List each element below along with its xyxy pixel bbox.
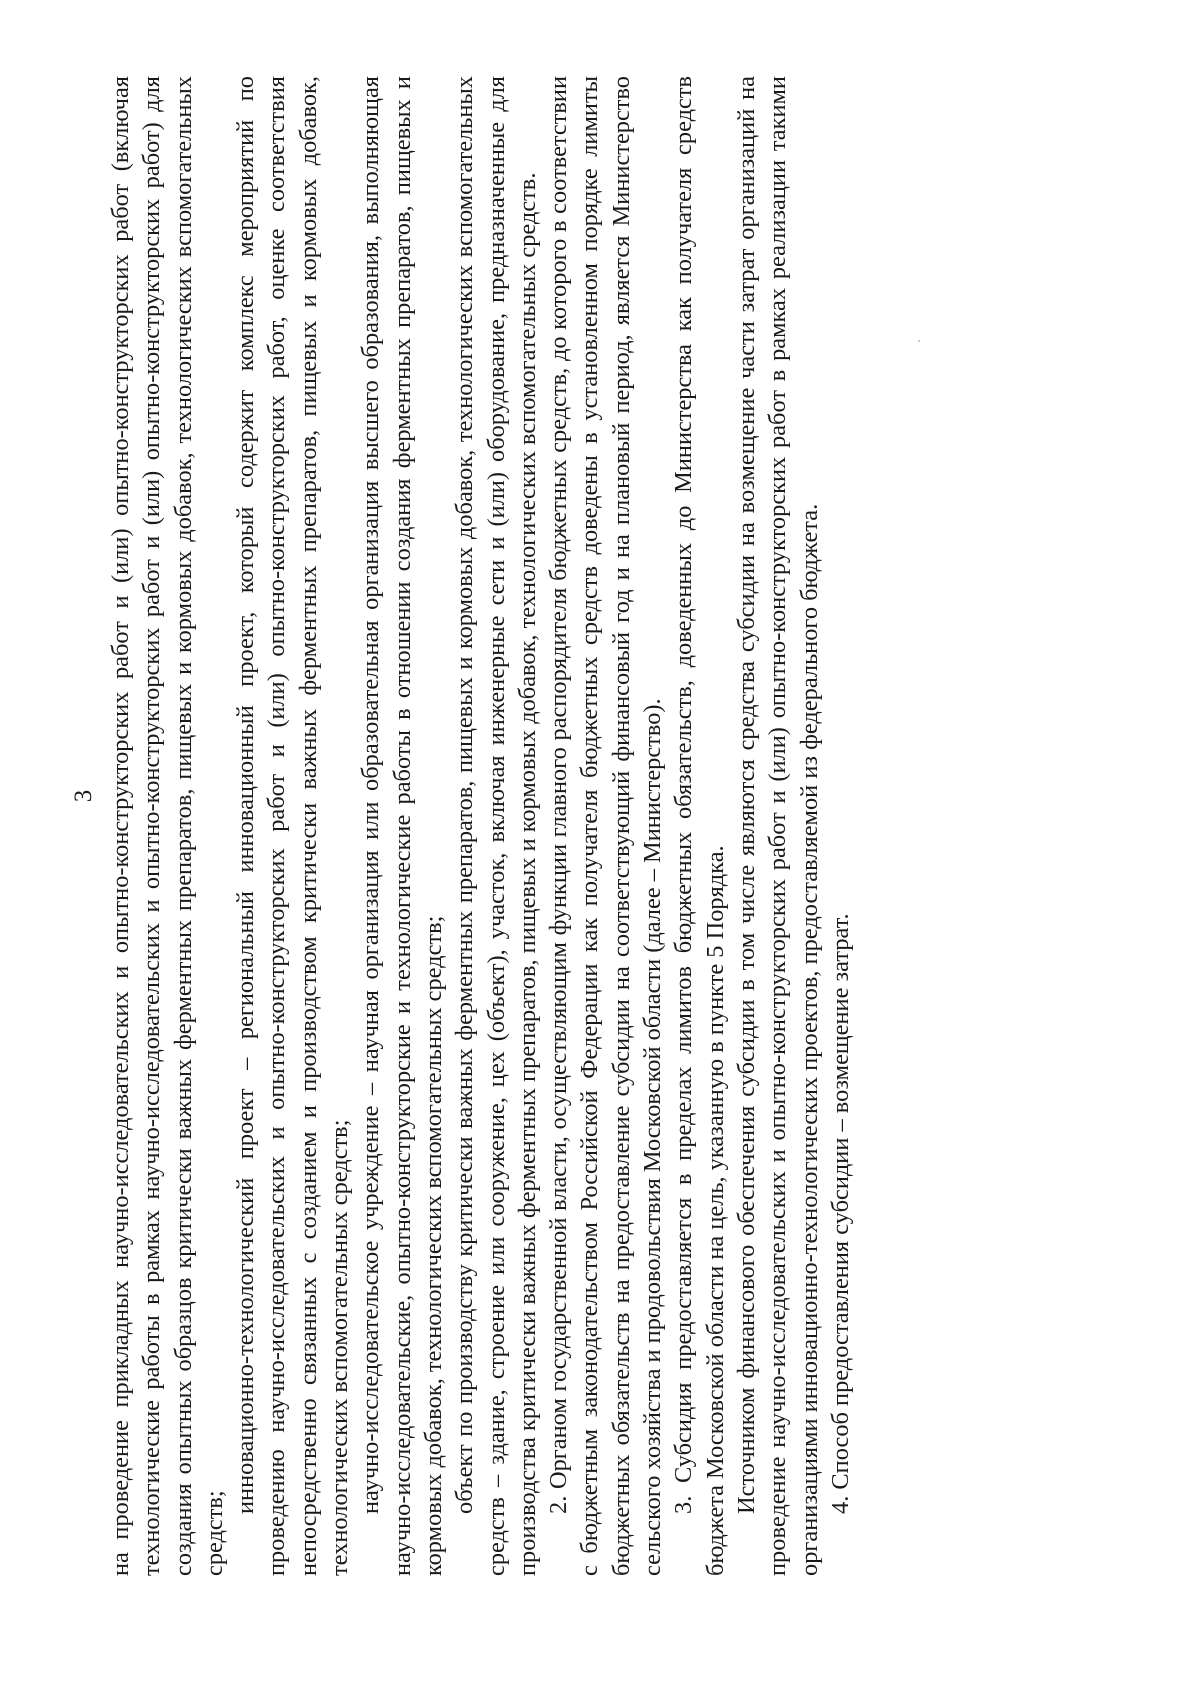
paragraph-definition-rd-works: на проведение прикладных научно-исследовательских и опытно-конструкторских работ и (или) опытно-конструкторских работ (включая технологические работы в рамках научно-исследовательских и опытно-конструкторских работ и (или) опытно-конструкторских работ) для создания опытных образцов критически важных ферментных препаратов, пищевых и кормовых добавок, технологических вспомогательных средств; (107, 76, 228, 1576)
page-number: 3 (70, 789, 97, 803)
paragraph-funding-source: Источником финансового обеспечения субсидии в том числе являются средства субсидии на возмещение части затрат организаций на проведение научно-исследовательских и опытно-конструкторских работ и (или) опытно-конструкторских работ в рамках реализации такими организациями инновационно-технологических проектов, предоставляемой из федерального бюджета. (732, 76, 823, 1576)
document-body (105, 76, 856, 1576)
paragraph-clause-4: 4. Способ предоставления субсидии – возмещение затрат. (826, 913, 854, 1514)
paragraph-clause-2: 2. Органом государственной власти, осуществляющим функции главного распорядителя бюджетных средств, до которого в соответствии с бюджетным законодательством Российской Федерации как получателя бюджетных средств доведены в установленном порядке лимиты бюджетных обязательств на предоставление субсидии на соответствующий финансовый год и на плановый период, является Министерство сельского хозяйства и продовольствия Московской области (далее – Министерство). (545, 76, 667, 1576)
document-page-rotated (105, 76, 1055, 1576)
paragraph-definition-production-facility: объект по производству критически важных ферментных препаратов, пищевых и кормовых добавок, технологических вспомогательных средств – здание, строение или сооружение, цех (объект), участок, включая инженерные сети и (или) оборудование, предназначенные для производства критически важных ферментных препаратов, пищевых и кормовых добавок, технологических вспомогательных средств. (451, 76, 541, 1576)
paragraph-definition-research-institution: научно-исследовательское учреждение – научная организация или образовательная организация высшего образования, выполняющая научно-исследовательские, опытно-конструкторские и технологические работы в отношении создания ферментных препаратов, пищевых и кормовых добавок, технологических вспомогательных средств; (357, 76, 447, 1576)
paragraph-clause-3: 3. Субсидия предоставляется в пределах лимитов бюджетных обязательств, доведенных до Министерства как получателя средств бюджета Московской области на цель, указанную в пункте 5 Порядка. (670, 76, 729, 1576)
paragraph-definition-innovation-project: инновационно-технологический проект – региональный инновационный проект, который содержит комплекс мероприятий по проведению научно-исследовательских и опытно-конструкторских работ и (или) опытно-конструкторских работ, оценке соответствия непосредственно связанных с созданием и производством критически важных ферментных препаратов, пищевых и кормовых добавок, технологических вспомогательных средств; (232, 76, 354, 1576)
scan-speck (918, 340, 920, 342)
